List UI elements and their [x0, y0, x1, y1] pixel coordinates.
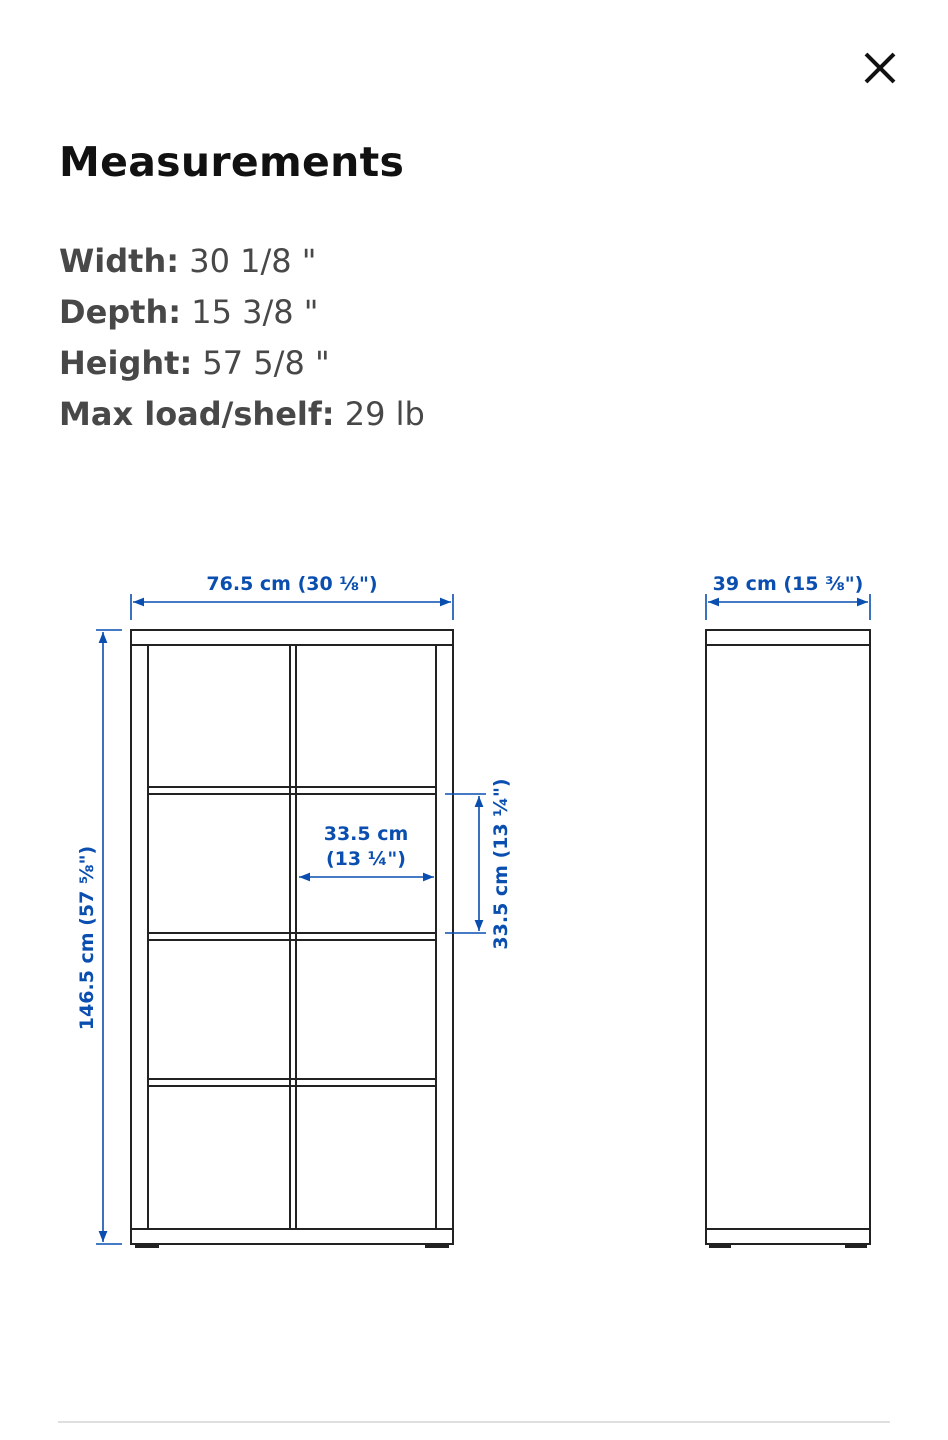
spec-label: Depth:: [59, 293, 182, 331]
shelf-side-view: [706, 630, 870, 1247]
spec-value: 15 3/8 ": [191, 293, 319, 331]
spec-label: Max load/shelf:: [59, 395, 335, 433]
height-dimension: [96, 630, 122, 1244]
spec-value: 57 5/8 ": [202, 344, 330, 382]
depth-dimension: [706, 594, 870, 620]
inner-height-label: 33.5 cm (13 ¼"): [490, 778, 512, 950]
inner-height-dimension: [445, 794, 486, 933]
spec-label: Width:: [59, 242, 180, 280]
width-dimension: [131, 594, 453, 620]
spec-label: Height:: [59, 344, 193, 382]
inner-width-label-line1: 33.5 cm: [323, 823, 409, 845]
bottom-divider: [58, 1421, 890, 1423]
height-dimension-label: 146.5 cm (57 ⅝"): [76, 845, 98, 1031]
page-title: Measurements: [59, 138, 405, 186]
spec-value: 29 lb: [344, 395, 425, 433]
width-dimension-label: 76.5 cm (30 ⅛"): [206, 573, 378, 595]
shelf-front-view: [131, 630, 453, 1247]
inner-width-label-line2: (13 ¼"): [326, 848, 406, 870]
depth-dimension-label: 39 cm (15 ⅜"): [712, 573, 864, 595]
spec-value: 30 1/8 ": [189, 242, 317, 280]
